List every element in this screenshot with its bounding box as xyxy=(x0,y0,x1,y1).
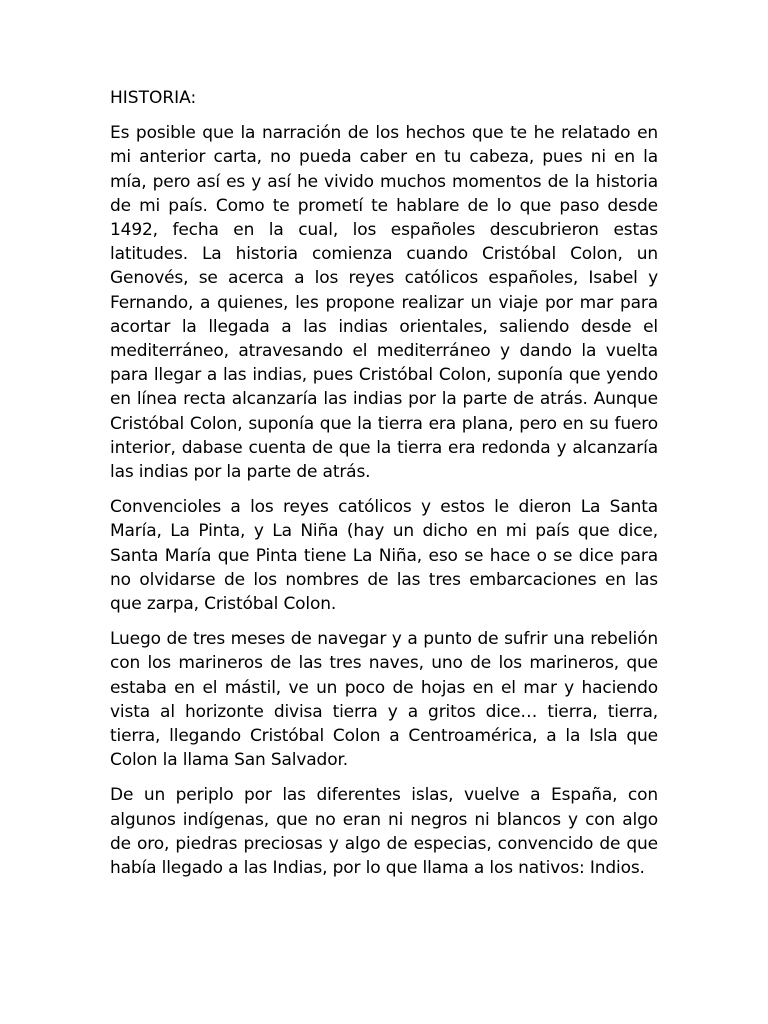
document-heading: HISTORIA: xyxy=(110,88,197,108)
paragraph-3: Luego de tres meses de navegar y a punto de sufrir una rebelión con los marineros de las tres naves, uno de los marineros, que estaba en el mástil, ve un poco de hojas en el mar y haciendo vista al horizonte divisa tierra y a gritos dice… tierra, tierra, tierra, llegando Cristóbal Colon a Centroamérica, a la Isla que Colon la llama San Salvador. xyxy=(110,629,658,771)
document-page xyxy=(110,86,658,891)
paragraph-1: Es posible que la narración de los hechos que te he relatado en mi anterior carta, no pueda caber en tu cabeza, pues ni en la mía, pero así es y así he vivido muchos momentos de la historia de mi país. Como te prometí te hablare de lo que paso desde 1492, fecha en la cual, los españoles descubrieron estas latitudes. La historia comienza cuando Cristóbal Colon, un Genovés, se acerca a los reyes católicos españoles, Isabel y Fernando, a quienes, les propone realizar un viaje por mar para acortar la llegada a las indias orientales, saliendo desde el mediterráneo, atravesando el mediterráneo y dando la vuelta para llegar a las indias, pues Cristóbal Colon, suponía que yendo en línea recta alcanzaría las indias por la parte de atrás. Aunque Cristóbal Colon, suponía que la tierra era plana, pero en su fuero interior, dabase cuenta de que la tierra era redonda y alcanzaría las indias por la parte de atrás. xyxy=(110,123,658,483)
paragraph-4: De un periplo por las diferentes islas, vuelve a España, con algunos indígenas, que no eran ni negros ni blancos y con algo de oro, piedras preciosas y algo de especias, convencido de que había llegado a las Indias, por lo que llama a los nativos: Indios. xyxy=(110,785,658,879)
paragraph-2: Convencioles a los reyes católicos y estos le dieron La Santa María, La Pinta, y La Niña (hay un dicho en mi país que dice, Santa María que Pinta tiene La Niña, eso se hace o se dice para no olvidarse de los nombres de las tres embarcaciones en las que zarpa, Cristóbal Colon. xyxy=(110,497,658,615)
